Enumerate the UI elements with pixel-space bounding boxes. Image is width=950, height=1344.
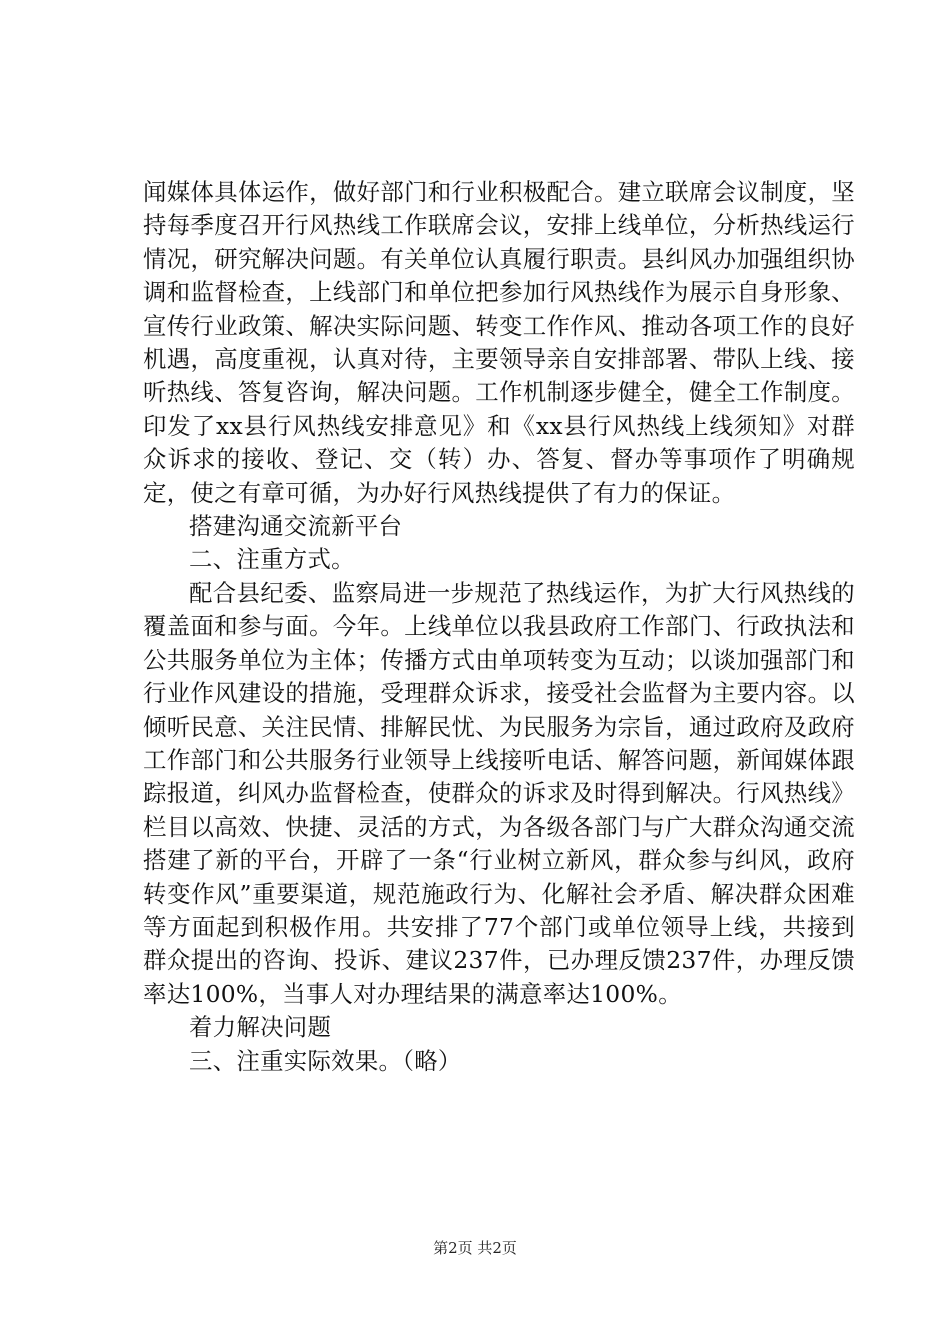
page-number-footer: 第2页 共2页 [433,1239,517,1257]
document-body [143,176,855,1078]
section-heading-2: 二、注重方式。 [189,545,355,574]
paragraph-1: 闻媒体具体运作，做好部门和行业积极配合。建立联席会议制度，坚持每季度召开行风热线工作联席会议，安排上线单位，分析热线运行情况，研究解决问题。有关单位认真履行职责。县纠风办加强组织协调和监督检查，上线部门和单位把参加行风热线作为展示自身形象、宣传行业政策、解决实际问题、转变工作作风、推动各项工作的良好机遇，高度重视，认真对待，主要领导亲自安排部署、带队上线、接听热线、答复咨询，解决问题。工作机制逐步健全，健全工作制度。印发了xx县行风热线安排意见》和《xx县行风热线上线须知》对群众诉求的接收、登记、交（转）办、答复、督办等事项作了明确规定，使之有章可循，为办好行风热线提供了有力的保证。 [143,178,855,507]
section-heading-solve: 着力解决问题 [189,1013,332,1042]
paragraph-2: 配合县纪委、监察局进一步规范了热线运作，为扩大行风热线的覆盖面和参与面。今年。上线单位以我县政府工作部门、行政执法和公共服务单位为主体；传播方式由单项转变为互动；以谈加强部门和行业作风建设的措施，受理群众诉求，接受社会监督为主要内容。以倾听民意、关注民情、排解民忧、为民服务为宗旨，通过政府及政府工作部门和公共服务行业领导上线接听电话、解答问题，新闻媒体跟踪报道，纠风办监督检查，使群众的诉求及时得到解决。行风热线》栏目以高效、快捷、灵活的方式，为各级各部门与广大群众沟通交流搭建了新的平台，开辟了一条“行业树立新风，群众参与纠风，政府转变作风”重要渠道，规范施政行为、化解社会矛盾、解决群众困难等方面起到积极作用。共安排了77个部门或单位领导上线，共接到群众提出的咨询、投诉、建议237件，已办理反馈237件，办理反馈率达100%，当事人对办理结果的满意率达100%。 [143,578,855,1008]
section-heading-platform: 搭建沟通交流新平台 [189,512,403,541]
section-heading-3: 三、注重实际效果。（略） [189,1046,462,1075]
